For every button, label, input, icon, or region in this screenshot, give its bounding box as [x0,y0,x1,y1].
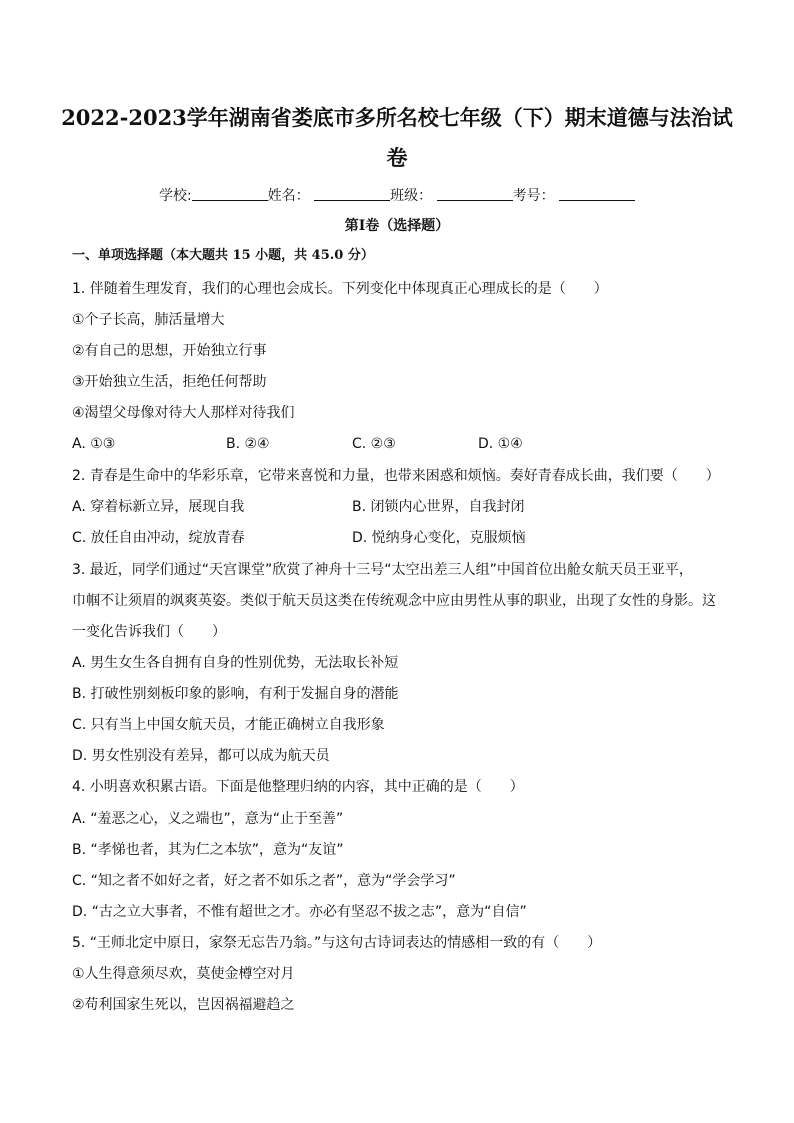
q2-option-b[interactable]: B. 闭锁内心世界，自我封闭 [352,499,525,515]
q1-item-4: ④渴望父母像对待大人那样对待我们 [72,405,295,421]
q3-stem-line-2: 巾帼不让须眉的飒爽英姿。类似于航天员这类在传统观念中应由男性从事的职业，出现了女性的身影。这 [72,593,716,609]
q4-stem: 4. 小明喜欢积累古语。下面是他整理归纳的内容，其中正确的是（ ） [72,779,524,795]
q3-stem-line-1: 3. 最近，同学们通过“天宫课堂”欣赏了神舟十三号“太空出差三人组”中国首位出舱女航天员王亚平， [72,562,693,578]
school-blank[interactable] [192,186,268,201]
q3-option-a[interactable]: A. 男生女生各自拥有自身的性别优势，无法取长补短 [72,655,399,671]
q1-option-b[interactable]: B. ②④ [226,436,270,452]
class-field [390,186,512,206]
number-blank[interactable] [559,186,635,201]
q3-option-b[interactable]: B. 打破性别刻板印象的影响，有利于发掘自身的潜能 [72,686,399,702]
student-info-row [0,186,794,206]
school-label: 学校: [158,188,192,204]
number-label: 考号： [512,188,555,204]
q1-option-c[interactable]: C. ②③ [352,436,396,452]
section-title: 第Ⅰ卷（选择题） [344,218,450,234]
q1-item-3: ③开始独立生活，拒绝任何帮助 [72,374,267,390]
q4-option-d[interactable]: D. “古之立大事者，不惟有超世之才。亦必有坚忍不拔之志”，意为“自信” [72,904,527,920]
exam-title-line-2: 卷 [386,145,408,170]
q2-option-d[interactable]: D. 悦纳身心变化，克服烦恼 [352,530,526,546]
q2-option-a[interactable]: A. 穿着标新立异，展现自我 [72,499,245,515]
exam-title-line-1: 2022-2023学年湖南省娄底市多所名校七年级（下）期末道德与法治试 [61,105,733,130]
q3-stem-line-3: 一变化告诉我们（ ） [72,624,226,640]
q3-option-c[interactable]: C. 只有当上中国女航天员，才能正确树立自我形象 [72,717,385,733]
q1-option-d[interactable]: D. ①④ [478,436,523,452]
q2-stem: 2. 青春是生命中的华彩乐章，它带来喜悦和力量，也带来困惑和烦恼。奏好青春成长曲，我们要（ ） [72,468,720,484]
q4-option-a[interactable]: A. “羞恶之心，义之端也”，意为“止于至善” [72,811,344,827]
q3-option-d[interactable]: D. 男女性别没有差异，都可以成为航天员 [72,748,330,764]
class-blank[interactable] [437,186,513,201]
q4-option-b[interactable]: B. “孝悌也者，其为仁之本欤”，意为“友谊” [72,842,344,858]
part-heading: 一、单项选择题（本大题共 15 小题，共 45.0 分） [72,248,374,263]
q5-item-1: ①人生得意须尽欢，莫使金樽空对月 [72,966,295,982]
q4-option-c[interactable]: C. “知之者不如好之者，好之者不如乐之者”，意为“学会学习” [72,873,456,889]
q1-item-1: ①个子长高，肺活量增大 [72,312,225,328]
q1-item-2: ②有自己的思想，开始独立行事 [72,343,267,359]
name-label: 姓名： [267,188,310,204]
q1-option-a[interactable]: A. ①③ [72,436,116,452]
name-field [268,186,390,206]
class-label: 班级： [390,188,433,204]
q2-option-c[interactable]: C. 放任自由冲动，绽放青春 [72,530,245,546]
q1-stem: 1. 伴随着生理发育，我们的心理也会成长。下列变化中体现真正心理成长的是（ ） [72,281,608,297]
name-blank[interactable] [314,186,390,201]
q5-stem: 5. “王师北定中原日，家祭无忘告乃翁。”与这句古诗词表达的情感相一致的有（ ） [72,935,602,951]
number-field [513,186,635,206]
school-field [159,186,268,206]
q5-item-2: ②苟利国家生死以，岂因祸福避趋之 [72,997,295,1013]
